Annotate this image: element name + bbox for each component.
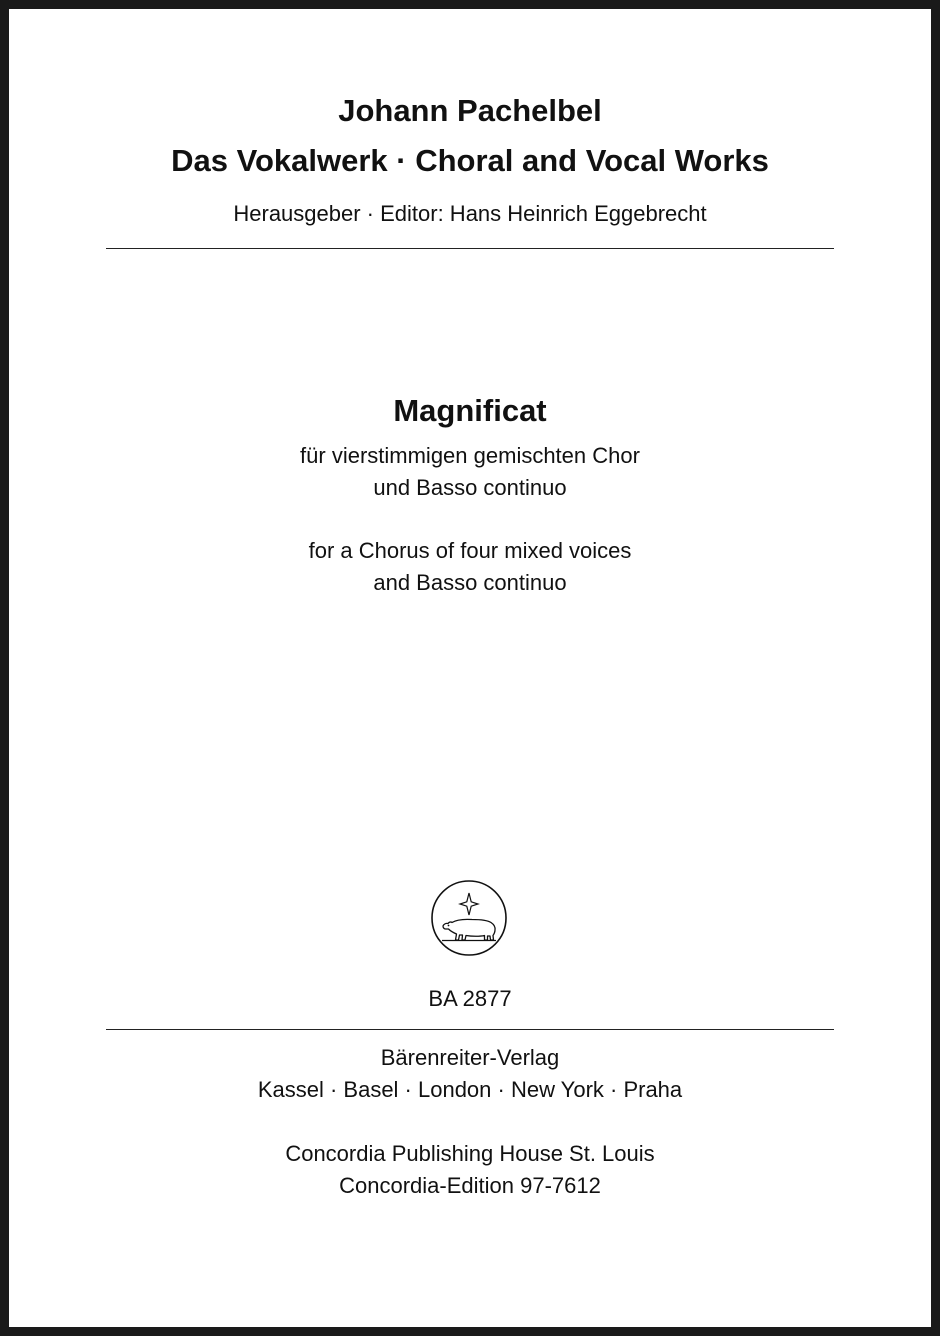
co-publisher: Concordia Publishing House St. Louis bbox=[285, 1141, 655, 1166]
editor-credit: Herausgeber · Editor: Hans Heinrich Eggebrecht bbox=[233, 201, 707, 226]
english-description-line-1: for a Chorus of four mixed voices bbox=[308, 538, 632, 563]
bottom-divider bbox=[106, 1029, 834, 1030]
baerenreiter-bear-star-logo-icon bbox=[430, 879, 508, 957]
english-description-line-2: and Basso continuo bbox=[373, 570, 567, 595]
publisher-name: Bärenreiter-Verlag bbox=[380, 1045, 560, 1070]
german-description-line-2: und Basso continuo bbox=[373, 475, 567, 500]
co-edition-number: Concordia-Edition 97-7612 bbox=[339, 1173, 601, 1198]
german-description-line-1: für vierstimmigen gemischten Chor bbox=[300, 443, 640, 468]
top-divider bbox=[106, 248, 834, 249]
publisher-cities: Kassel · Basel · London · New York · Praha bbox=[257, 1077, 683, 1102]
title-page bbox=[9, 9, 931, 1327]
composer-name: Johann Pachelbel bbox=[338, 93, 602, 128]
series-title: Das Vokalwerk · Choral and Vocal Works bbox=[171, 143, 769, 178]
catalog-number: BA 2877 bbox=[428, 986, 512, 1011]
work-title: Magnificat bbox=[393, 393, 547, 428]
